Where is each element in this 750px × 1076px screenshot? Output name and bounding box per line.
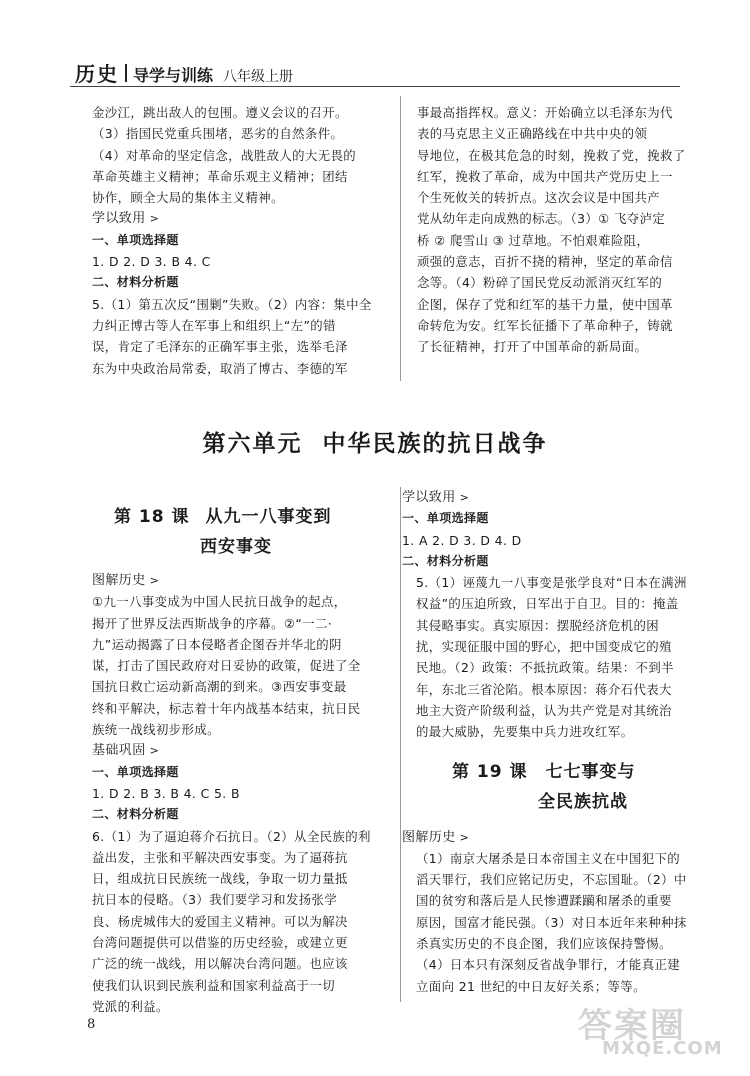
chevron-right-icon: > (459, 830, 470, 844)
text-line: 良、杨虎城伟大的爱国主义精神。可以为解决 (92, 913, 348, 929)
text-line: （4）对革命的坚定信念，战胜敌人的大无畏的 (92, 147, 357, 163)
lesson-title-line1: 从九一八事变到 (205, 507, 332, 527)
text-line: 协作，顾全大局的集体主义精神。 (92, 190, 284, 206)
text-line: 红军，挽救了革命，成为中国共产党历史上一 (417, 168, 673, 184)
text-line: 命转危为安。红军长征播下了革命种子，铸就 (417, 317, 673, 333)
section-heading-jichugonggu: 基础巩固 > (92, 743, 160, 759)
text-line: （3）指国民党重兵围堵，恶劣的自然条件。 (92, 126, 344, 142)
subheading-single-choice: 一、单项选择题 (92, 764, 179, 779)
subheading-material-analysis: 二、材料分析题 (402, 553, 489, 568)
text-line: 使我们认识到民族利益和国家利益高于一切 (92, 977, 336, 993)
header-book-title: 导学与训练 (133, 66, 214, 85)
text-line: 5.（1）诬蔑九一八事变是张学良对“日本在满洲 (416, 575, 687, 591)
text-line: 5.（1）第五次反“围剿”失败。（2）内容：集中全 (92, 296, 372, 312)
lesson-18-title (92, 502, 388, 562)
column-divider-bottom (400, 487, 401, 1002)
text-line: 导地位，在极其危急的时刻，挽救了党，挽救了 (417, 147, 686, 163)
page-number: 8 (87, 1017, 96, 1032)
text-line: 台湾问题提供可以借鉴的历史经验，或建立更 (92, 935, 348, 951)
unit-title (0, 425, 750, 458)
column-divider-top (400, 96, 401, 381)
text-line: 的最大威胁，先要集中兵力进攻红军。 (416, 724, 634, 740)
text-line: 原因，国富才能民强。（3）对日本近年来种种抹 (416, 914, 687, 930)
text-line: （1）南京大屠杀是日本帝国主义在中国犯下的 (416, 850, 681, 866)
answer-line: 1. A 2. D 3. D 4. D (402, 532, 522, 548)
lesson-title-line2: 西安事变 (200, 537, 272, 557)
text-line: 误，肯定了毛泽东的正确军事主张，选举毛泽 (92, 339, 348, 355)
watermark-url: MXQE.COM (602, 1038, 723, 1059)
lesson-19-title (402, 757, 708, 817)
text-line: 立面向 21 世纪的中日友好关系；等等。 (416, 978, 646, 994)
text-line: 革命英雄主义精神；革命乐观主义精神；团结 (92, 168, 348, 184)
text-line: 了长征精神，打开了中国革命的新局面。 (417, 339, 648, 355)
text-line: （4）日本只有深刻反省战争罪行，才能真正建 (416, 957, 681, 973)
text-line: 益出发，主张和平解决西安事变。为了逼蒋抗 (92, 849, 348, 865)
bottom-right-column (402, 487, 708, 997)
text-line: 桥 ② 爬雪山 ③ 过草地。不怕艰难险阻， (417, 232, 650, 248)
top-right-column (417, 102, 707, 358)
text-line: 个生死攸关的转折点。这次会议是中国共产 (417, 190, 661, 206)
lesson-number: 第 18 课 (114, 507, 190, 527)
text-line: 念等。（4）粉碎了国民党反动派消灭红军的 (417, 275, 663, 291)
header-rule (70, 86, 680, 87)
text-line: 国的贫穷和落后是人民惨遭蹂躏和屠杀的重要 (416, 893, 672, 909)
chevron-right-icon: > (149, 744, 160, 758)
text-line: 日，组成抗日民族统一战线，争取一切力量抵 (92, 871, 348, 887)
watermark-logo (578, 998, 738, 1064)
text-line: 党从幼年走向成熟的标志。（3）① 飞夺泸定 (417, 211, 666, 227)
answer-line: 1. D 2. D 3. B 4. C (92, 254, 211, 270)
text-line: 力纠正博古等人在军事上和组织上“左”的错 (92, 317, 336, 333)
text-line: 抗日本的侵略。（3）我们要学习和发扬张学 (92, 892, 338, 908)
subheading-single-choice: 一、单项选择题 (402, 511, 489, 526)
header-subject: 历史 (75, 62, 119, 86)
unit-name: 中华民族的抗日战争 (322, 430, 548, 457)
section-heading-tujielishi: 图解历史 > (92, 573, 160, 588)
text-line: 地主大资产阶级利益，认为共产党是对其统治 (416, 702, 672, 718)
lesson-title-line1: 七七事变与 (545, 761, 636, 782)
text-line: 杀真实历史的不良企图，我们应该保持警惕。 (416, 936, 672, 952)
text-line: 民地。（2）政策：不抵抗政策。结果：不到半 (416, 660, 674, 676)
header-grade: 八年级上册 (223, 69, 294, 85)
top-left-column (92, 102, 388, 379)
section-heading-tujielishi: 图解历史 > (402, 829, 470, 845)
text-line: 其侵略事实。真实原因：摆脱经济危机的困 (416, 617, 660, 633)
text-line: 企图，保存了党和红军的基干力量，使中国革 (417, 296, 673, 312)
text-line: 权益”的压迫所致，日军出于自卫。目的：掩盖 (416, 596, 679, 612)
text-line: 揭开了世界反法西斯战争的序幕。②“一二· (92, 615, 333, 631)
text-line: 事最高指挥权。意义：开始确立以毛泽东为代 (417, 105, 673, 120)
text-line: 年，东北三省沦陷。根本原因：蒋介石代表大 (416, 681, 672, 697)
text-line: 顽强的意志，百折不挠的精神，坚定的革命信 (417, 254, 673, 270)
lesson-title-line2: 全民族抗战 (538, 791, 628, 812)
text-line: 终和平解决，标志着十年内战基本结束，抗日民 (92, 700, 361, 716)
text-line: 表的马克思主义正确路线在中共中央的领 (417, 126, 648, 142)
lesson-number: 第 19 课 (452, 761, 528, 782)
text-line: 国抗日救亡运动新高潮的到来。③西安事变最 (92, 679, 347, 695)
subheading-material-analysis: 二、材料分析题 (92, 275, 179, 290)
page-header (75, 58, 293, 87)
answer-line: 1. D 2. B 3. B 4. C 5. B (92, 785, 240, 801)
bottom-left-column (92, 502, 388, 1017)
text-line: 谋，打击了国民政府对日妥协的政策，促进了全 (92, 658, 361, 674)
text-line: 族统一战线初步形成。 (92, 722, 220, 738)
text-line: 扰，实现征服中国的野心，把中国变成它的殖 (416, 639, 672, 655)
subheading-single-choice: 一、单项选择题 (92, 232, 179, 247)
chevron-right-icon: > (459, 491, 470, 504)
section-heading-xueyizhiyong: 学以致用 > (92, 211, 160, 227)
text-line: 滔天罪行，我们应铭记历史，不忘国耻。（2）中 (416, 872, 687, 888)
text-line: 金沙江，跳出敌人的包围。遵义会议的召开。 (92, 105, 348, 120)
unit-number: 第六单元 (202, 430, 303, 457)
text-line: 九”运动揭露了日本侵略者企图吞并华北的阴 (92, 636, 342, 652)
chevron-right-icon: > (149, 574, 160, 587)
text-line: 东为中央政治局常委，取消了博古、李德的军 (92, 360, 348, 376)
text-line: 党派的利益。 (92, 998, 169, 1014)
text-line: 广泛的统一战线，用以解决台湾问题。也应该 (92, 956, 348, 972)
chevron-right-icon: > (149, 212, 160, 226)
text-line: 6.（1）为了逼迫蒋介石抗日。（2）从全民族的利 (92, 828, 371, 844)
subheading-material-analysis: 二、材料分析题 (92, 807, 179, 822)
text-line: ①九一八事变成为中国人民抗日战争的起点， (92, 594, 347, 610)
watermark-text: 答案圈 (578, 1006, 686, 1046)
section-heading-xueyizhiyong: 学以致用 > (402, 490, 470, 505)
header-divider (125, 64, 127, 82)
